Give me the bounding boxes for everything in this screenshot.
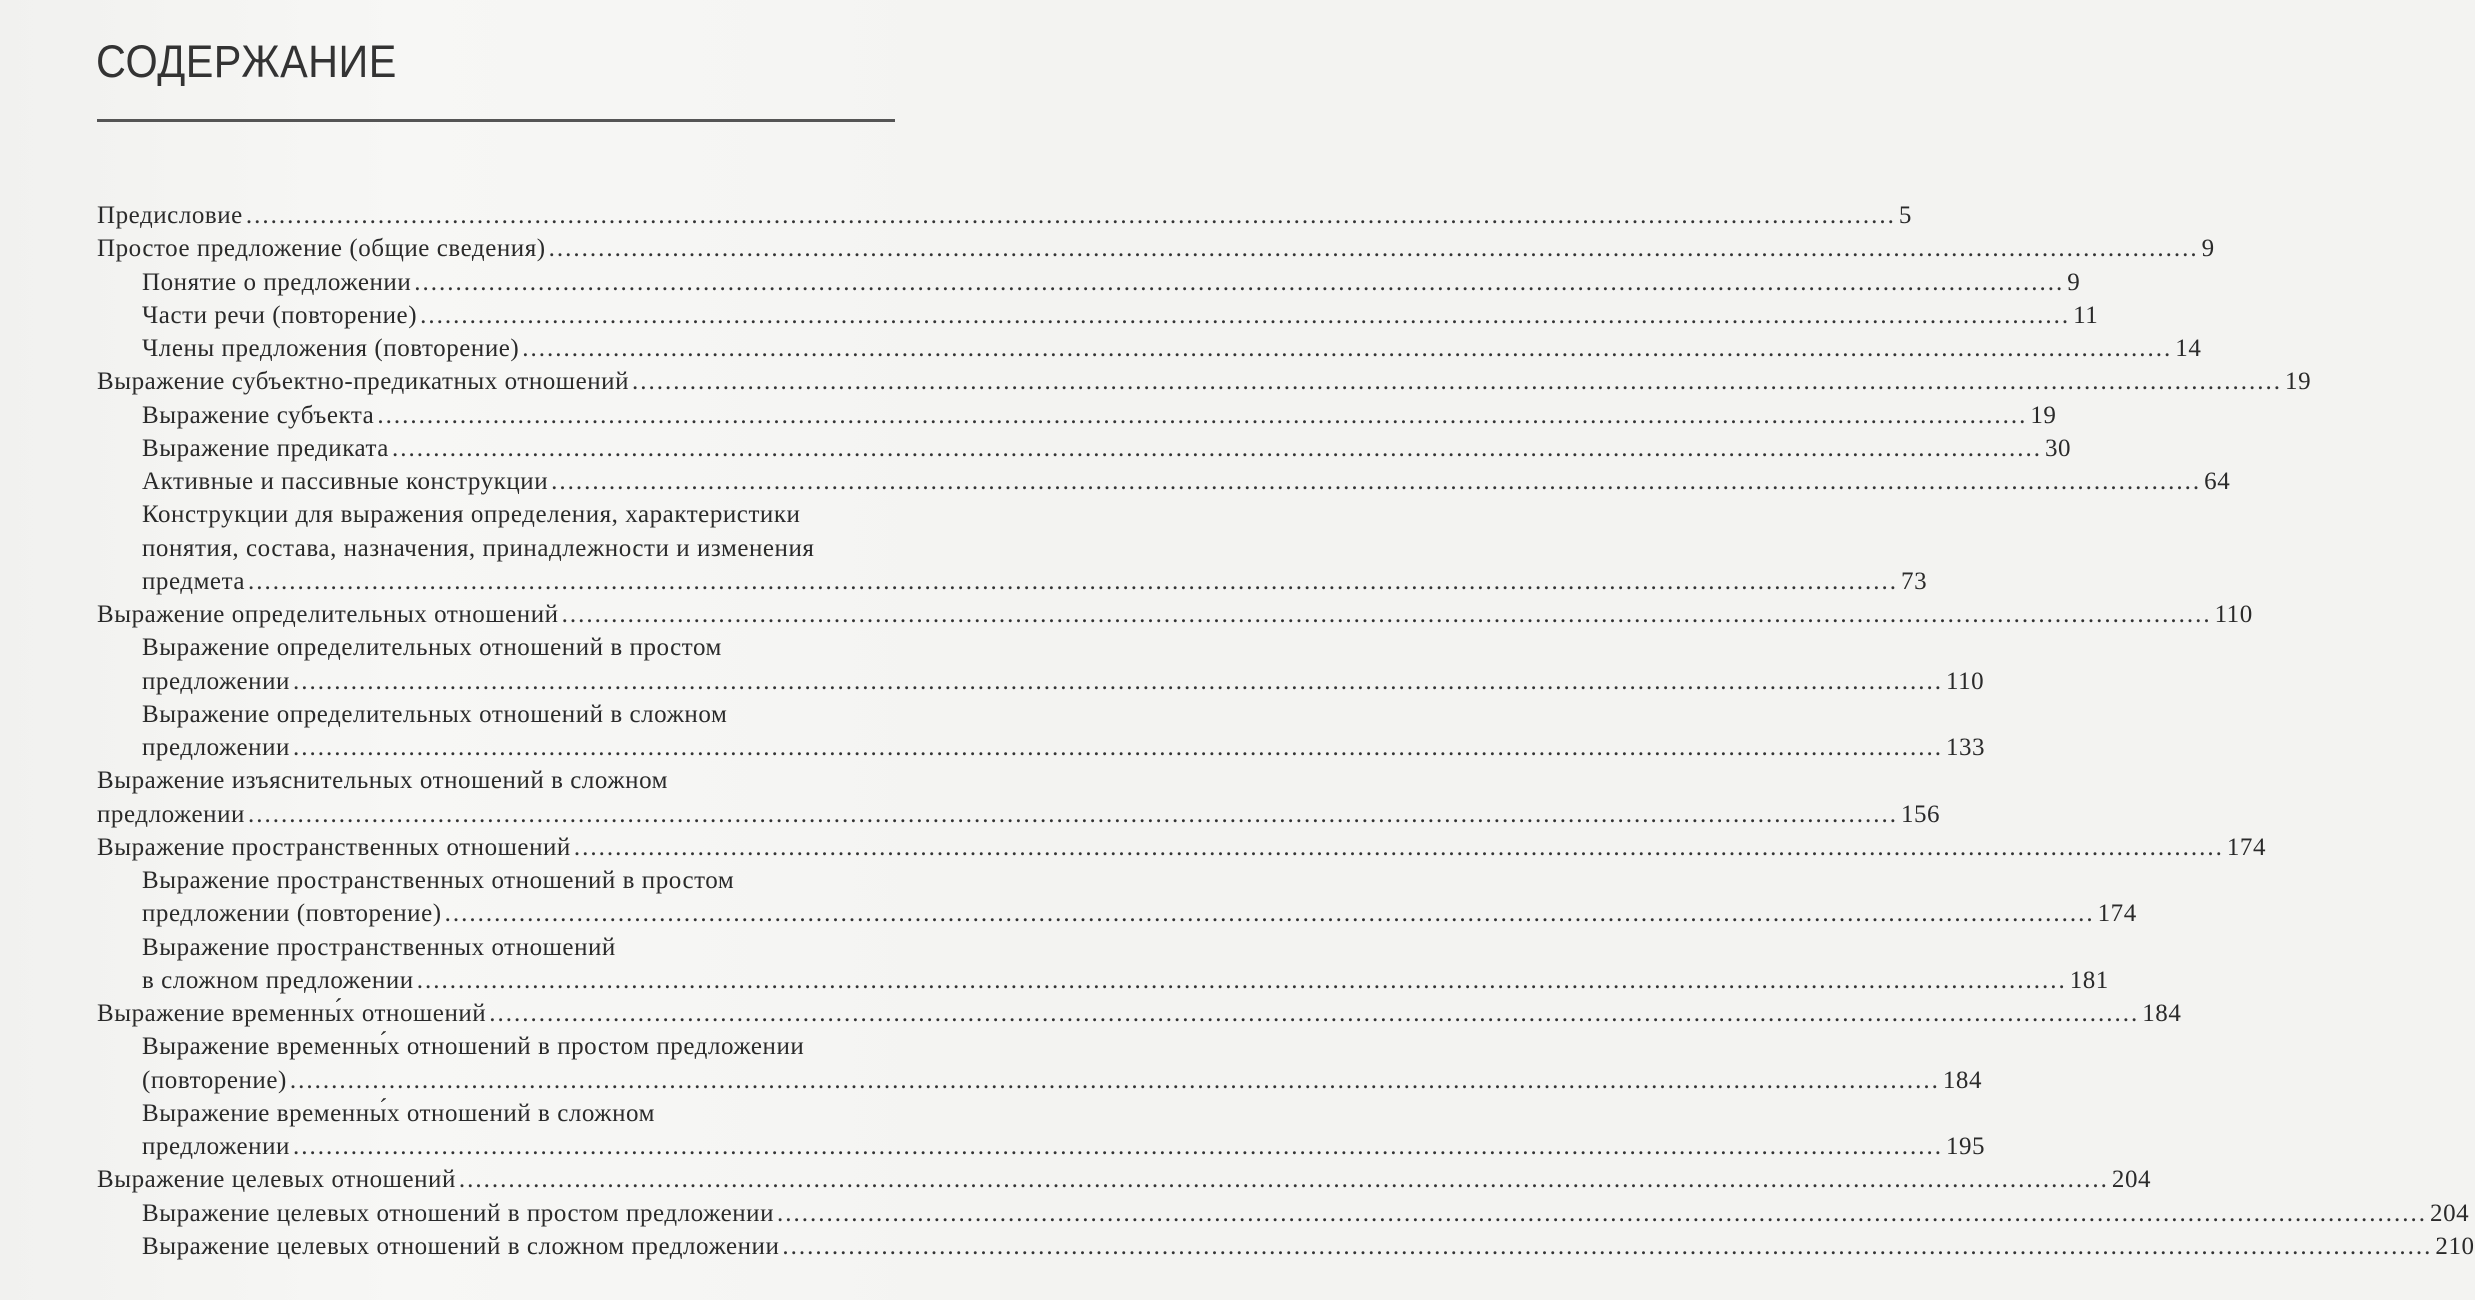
- toc-entry-line: [142, 268, 2081, 301]
- toc-entry-line: [142, 468, 2231, 500]
- toc-entry-title: Выражение пространственных отношений: [142, 933, 616, 961]
- toc-entry-title: Выражение целевых отношений в простом предложении: [142, 1199, 775, 1227]
- toc-entry-line: [142, 401, 2057, 434]
- toc-page-number: 14: [2175, 335, 2202, 362]
- toc-entry-title: предмета: [142, 567, 246, 595]
- dot-leader: ........................................................................................................................................................................................................: [245, 202, 1896, 229]
- toc-entry-line: [142, 501, 882, 533]
- toc-entry-line: [142, 900, 2137, 932]
- toc-page-number: 204: [2111, 1166, 2152, 1194]
- toc-page-number: 174: [2226, 833, 2267, 861]
- toc-entry-title: Выражение субъекта: [142, 401, 375, 429]
- toc-entry-line: [142, 867, 882, 899]
- toc-entry-title: Выражение пространственных отношений: [97, 833, 571, 861]
- toc-entry-line: [97, 1166, 2152, 1198]
- dot-leader: ........................................................................................................................................................................................................: [522, 335, 2173, 362]
- toc-entry-title: Выражение временны́х отношений в сложном: [142, 1099, 655, 1127]
- toc-entry-title: Конструкции для выражения определения, характеристики: [142, 501, 801, 529]
- toc-page-number: 9: [2201, 235, 2215, 263]
- toc-entry-title: Выражение целевых отношений в сложном предложении: [142, 1232, 780, 1260]
- toc-entry-line: [142, 535, 882, 567]
- toc-entry-title: Выражение временны́х отношений в простом предложении: [142, 1033, 805, 1061]
- dot-leader: ........................................................................................................................................................................................................: [777, 1199, 2428, 1227]
- toc-entry-title: понятия, состава, назначения, принадлежности и изменения: [142, 534, 815, 562]
- toc-entry-title: Выражение определительных отношений в простом: [142, 634, 722, 662]
- toc-page-number: 210: [2435, 1232, 2475, 1260]
- toc-page-number: 174: [2097, 900, 2137, 928]
- toc-page-number: 5: [1898, 202, 1912, 229]
- toc-entry-line: [97, 202, 1912, 234]
- dot-leader: ........................................................................................................................................................................................................: [782, 1232, 2433, 1260]
- dot-leader: ........................................................................................................................................................................................................: [548, 235, 2199, 263]
- toc-entry-line: [142, 1100, 882, 1132]
- toc-entry-line: [142, 1199, 2470, 1232]
- toc-page-number: 184: [1942, 1066, 1983, 1094]
- dot-leader: ........................................................................................................................................................................................................: [292, 1133, 1943, 1160]
- toc-page-number: 184: [2142, 1000, 2182, 1027]
- toc-entry-title: предложении: [142, 734, 290, 761]
- toc-entry-line: [97, 767, 882, 799]
- toc-entry-title: Активные и пассивные конструкции: [142, 468, 549, 495]
- toc-page-number: 73: [1901, 567, 1928, 595]
- toc-entry-title: предложении: [142, 667, 290, 695]
- dot-leader: ........................................................................................................................................................................................................: [248, 567, 1899, 595]
- toc-entry-title: (повторение): [142, 1066, 287, 1094]
- dot-leader: ........................................................................................................................................................................................................: [391, 434, 2042, 462]
- toc-page-number: 204: [2430, 1199, 2470, 1227]
- toc-entry-line: [97, 1000, 2182, 1032]
- toc-entry-line: [142, 734, 1986, 766]
- toc-entry-line: [97, 601, 2253, 633]
- dot-leader: ........................................................................................................................................................................................................: [573, 833, 2224, 861]
- toc-entry-title: Выражение предиката: [142, 434, 389, 462]
- toc-entry-title: Выражение изъяснительных отношений в сложном: [97, 767, 669, 795]
- toc-page-number: 30: [2044, 434, 2072, 462]
- toc-entry-line: [142, 1066, 1983, 1099]
- toc-entry-line: [142, 1033, 882, 1065]
- dot-leader: ........................................................................................................................................................................................................: [377, 401, 2028, 429]
- toc-entry-line: [97, 368, 2312, 400]
- toc-entry-line: [142, 667, 1985, 700]
- toc-page-number: 195: [1945, 1133, 1986, 1160]
- toc-entry-title: предложении (повторение): [142, 900, 442, 928]
- toc-entry-line: [142, 701, 882, 733]
- dot-leader: ........................................................................................................................................................................................................: [458, 1166, 2109, 1194]
- toc-entry-line: [142, 634, 882, 666]
- dot-leader: ........................................................................................................................................................................................................: [416, 966, 2067, 994]
- toc-entry-title: предложении: [142, 1133, 290, 1160]
- dot-leader: ........................................................................................................................................................................................................: [292, 734, 1943, 761]
- toc-entry-line: [142, 301, 2099, 334]
- toc-entry-title: Предисловие: [97, 202, 243, 229]
- toc-entry-title: Выражение временны́х отношений: [97, 1000, 487, 1027]
- toc-page-number: 110: [1945, 667, 1985, 695]
- toc-entry-title: Выражение целевых отношений: [97, 1166, 456, 1194]
- toc-entry-line: [142, 934, 882, 966]
- dot-leader: ........................................................................................................................................................................................................: [292, 667, 1943, 695]
- toc-entry-line: [142, 1232, 2475, 1265]
- dot-leader: ........................................................................................................................................................................................................: [632, 368, 2283, 396]
- toc-page-number: 156: [1900, 800, 1941, 828]
- title-divider: [97, 119, 895, 122]
- toc-entry-title: Члены предложения (повторение): [142, 335, 520, 362]
- toc-entry-title: Части речи (повторение): [142, 301, 418, 329]
- toc-page-number: 9: [2067, 268, 2081, 296]
- dot-leader: ........................................................................................................................................................................................................: [289, 1066, 1940, 1094]
- toc-page-number: 64: [2204, 468, 2231, 495]
- toc-entry-line: [142, 966, 2109, 999]
- toc-entry-title: Простое предложение (общие сведения): [97, 235, 546, 263]
- toc-entry-title: Выражение определительных отношений в сложном: [142, 700, 728, 728]
- toc-page-number: 19: [2285, 368, 2312, 396]
- toc-entry-line: [142, 434, 2072, 467]
- toc-page-number: 11: [2073, 301, 2099, 329]
- toc-entry-line: [97, 833, 2267, 866]
- dot-leader: ........................................................................................................................................................................................................: [420, 301, 2071, 329]
- toc-page-number: 19: [2030, 401, 2057, 429]
- dot-leader: ........................................................................................................................................................................................................: [561, 601, 2212, 628]
- toc-page-number: 181: [2069, 966, 2109, 994]
- toc-entry-title: в сложном предложении: [142, 966, 414, 994]
- toc-page-number: 110: [2214, 601, 2253, 628]
- toc-entry-title: Выражение пространственных отношений в простом: [142, 867, 735, 894]
- page-title: СОДЕРЖАНИЕ: [96, 36, 397, 87]
- toc-entry-line: [142, 1133, 1986, 1165]
- dot-leader: ........................................................................................................................................................................................................: [489, 1000, 2140, 1027]
- dot-leader: ........................................................................................................................................................................................................: [247, 800, 1898, 828]
- toc-entry-line: [97, 800, 1941, 833]
- dot-leader: ........................................................................................................................................................................................................: [551, 468, 2202, 495]
- toc-entry-title: Выражение определительных отношений: [97, 601, 559, 628]
- toc-entry-title: Понятие о предложении: [142, 268, 412, 296]
- dot-leader: ........................................................................................................................................................................................................: [414, 268, 2065, 296]
- toc-entry-line: [97, 235, 2215, 267]
- toc-entry-line: [142, 335, 2202, 367]
- toc-entry-title: предложении: [97, 800, 245, 828]
- toc-entry-title: Выражение субъектно-предикатных отношений: [97, 368, 630, 396]
- toc-entry-line: [142, 567, 1928, 600]
- dot-leader: ........................................................................................................................................................................................................: [444, 900, 2095, 928]
- toc-page-number: 133: [1945, 734, 1986, 761]
